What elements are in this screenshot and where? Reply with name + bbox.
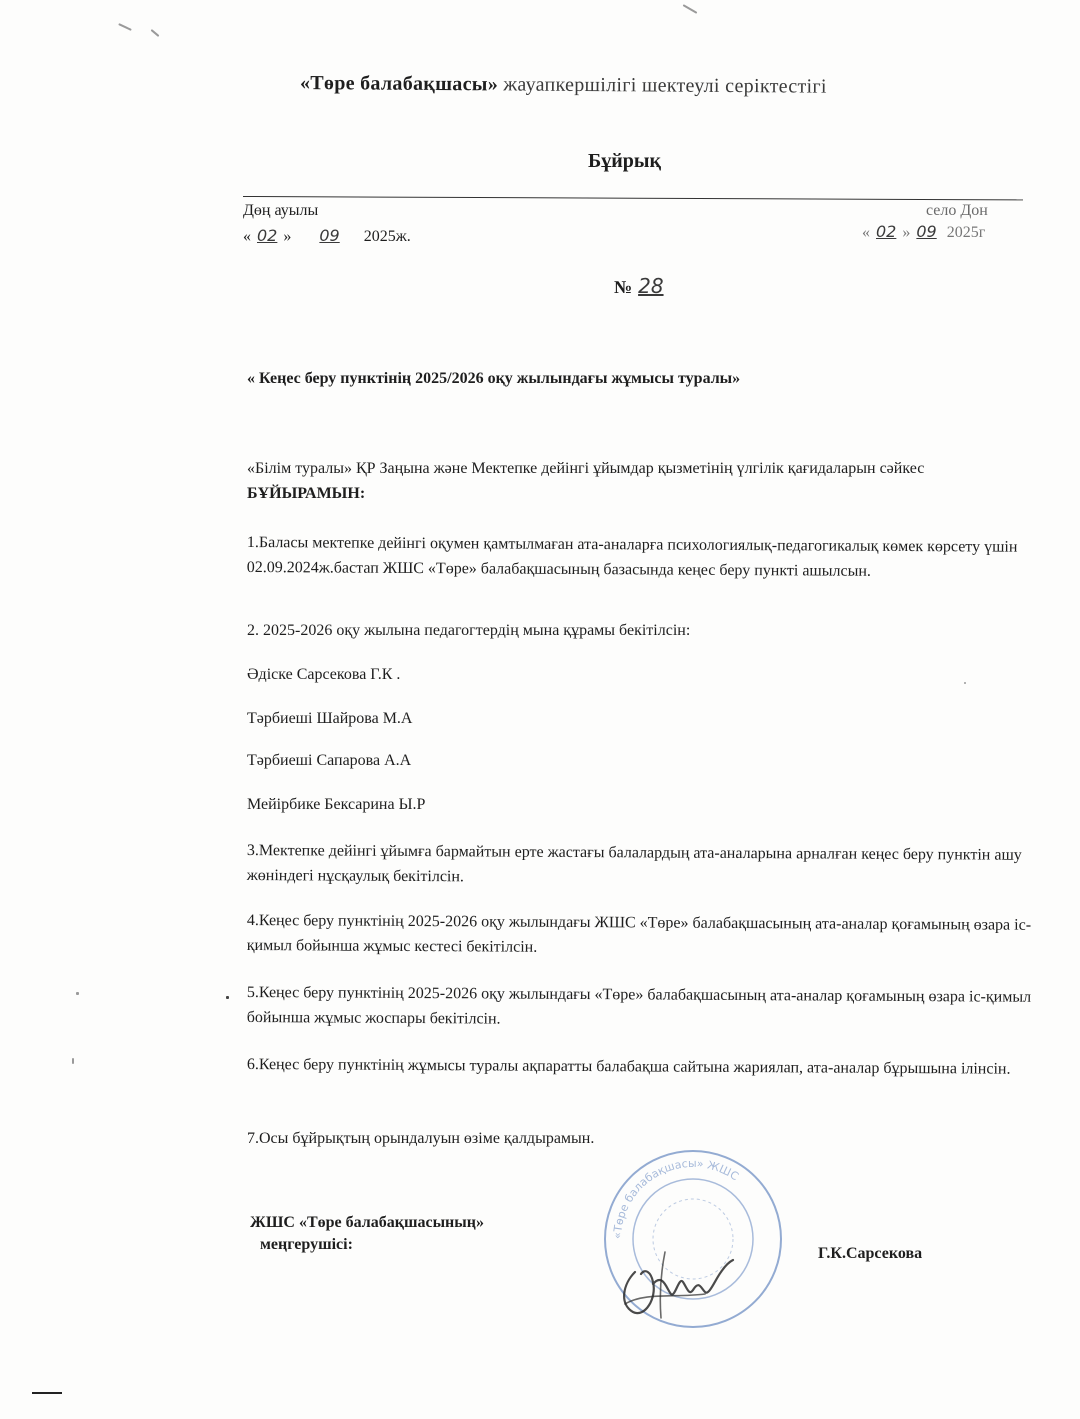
handwritten-signature — [605, 1232, 745, 1322]
place-left: Дөң ауылы — [243, 202, 319, 219]
order-item-5: 5.Кеңес беру пунктінің 2025-2026 оқу жылындағы «Төре» балабақшасының ата-аналар қоғамының өзара іс-қимыл бойынша жұмыс жоспары бекітілсін. — [246, 983, 1032, 1028]
date-left — [243, 226, 411, 246]
order-item-1: 1.Баласы мектепке дейінгі оқумен қамтылмаған ата-аналарға психологиялық-педагогикалық көмек көрсету үшін 02.09.2024ж.бастап ЖШС «Төре» балабақшасының базасында кеңес беру пункті ашылсын. — [246, 533, 1018, 580]
scan-speck — [151, 29, 160, 37]
staff-member: Әдіске Сарсекова Г.К . — [247, 666, 401, 683]
order-item-6: 6.Кеңес беру пунктінің жұмысы туралы ақпаратты балабақша сайтына жариялап, ата-аналар бұрышына ілінсін. — [246, 1055, 1011, 1078]
date-left-month: 09 — [319, 226, 340, 245]
order-number-prefix: № — [614, 277, 633, 297]
stamp-text: «Төре балабақшасы» ЖШС — [610, 1156, 741, 1240]
order-number-value: 28 — [638, 274, 664, 298]
svg-text:«Төре балабақшасы» ЖШС — [611, 1157, 741, 1239]
order-preamble-text: «Білім туралы» ҚР Заңына және Мектепке дейінгі ұйымдар қызметінің үлгілік қағидаларын сәйкес — [247, 460, 925, 477]
organization-title — [300, 72, 1040, 100]
scan-mark — [32, 1392, 62, 1394]
signatory-name: Г.К.Сарсекова — [818, 1245, 923, 1262]
date-right-day: 02 — [876, 222, 897, 241]
signatory-title — [250, 1212, 484, 1256]
signatory-position: меңгерушісі: — [260, 1236, 353, 1253]
order-preamble — [247, 456, 1037, 506]
organization-title-rest: жауапкершілігі шектеулі серіктестігі — [497, 73, 827, 98]
date-left-open-quote: « — [243, 228, 251, 245]
order-title: Бұйрық — [588, 150, 662, 172]
place-right: село Дон — [926, 202, 988, 219]
staff-member: Мейірбике Бексарина Ы.Р — [247, 796, 426, 813]
scan-speck — [72, 1058, 74, 1064]
staff-member: Тәрбиеші Шайрова М.А — [247, 710, 413, 727]
order-item-7: 7.Осы бұйрықтың орындалуын өзіме қалдырамын. — [247, 1130, 595, 1147]
order-number — [614, 274, 670, 298]
order-item-4: 4.Кеңес беру пунктінің 2025-2026 оқу жылындағы ЖШС «Төре» балабақшасының ата-аналар қоғамының өзара іс-қимыл бойынша жұмыс кестесі бекітілсін. — [246, 911, 1032, 956]
header-divider — [243, 196, 1023, 200]
order-item-2: 2. 2025-2026 оқу жылына педагогтердің мына құрамы бекітілсін: — [247, 622, 691, 639]
scan-speck — [76, 992, 79, 995]
date-left-year: 2025ж. — [363, 228, 411, 245]
date-right-month: 09 — [916, 222, 937, 241]
order-subject: « Кеңес беру пунктінің 2025/2026 оқу жылындағы жұмысы туралы» — [247, 370, 741, 387]
date-right: « 02 » 09 2025г — [862, 222, 986, 241]
organization-title-bold: «Төре балабақшасы» — [299, 72, 499, 96]
date-right-year: 2025г — [946, 224, 986, 241]
staff-member: Тәрбиеші Сапарова А.А — [247, 752, 412, 769]
scan-speck — [683, 4, 698, 14]
signatory-org: ЖШС «Төре балабақшасының» — [250, 1214, 484, 1231]
date-left-day: 02 — [257, 226, 278, 245]
order-directive: БҰЙЫРАМЫН: — [247, 485, 366, 502]
order-item-3: 3.Мектепке дейінгі ұйымға бармайтын ерте жастағы балалардың ата-аналарына арналған кеңес беру пунктін ашу жөніндегі нұсқаулық бекітілсін. — [246, 841, 1022, 886]
date-left-close-quote: » — [283, 228, 292, 245]
scan-speck — [118, 23, 132, 31]
scan-speck — [226, 996, 229, 999]
